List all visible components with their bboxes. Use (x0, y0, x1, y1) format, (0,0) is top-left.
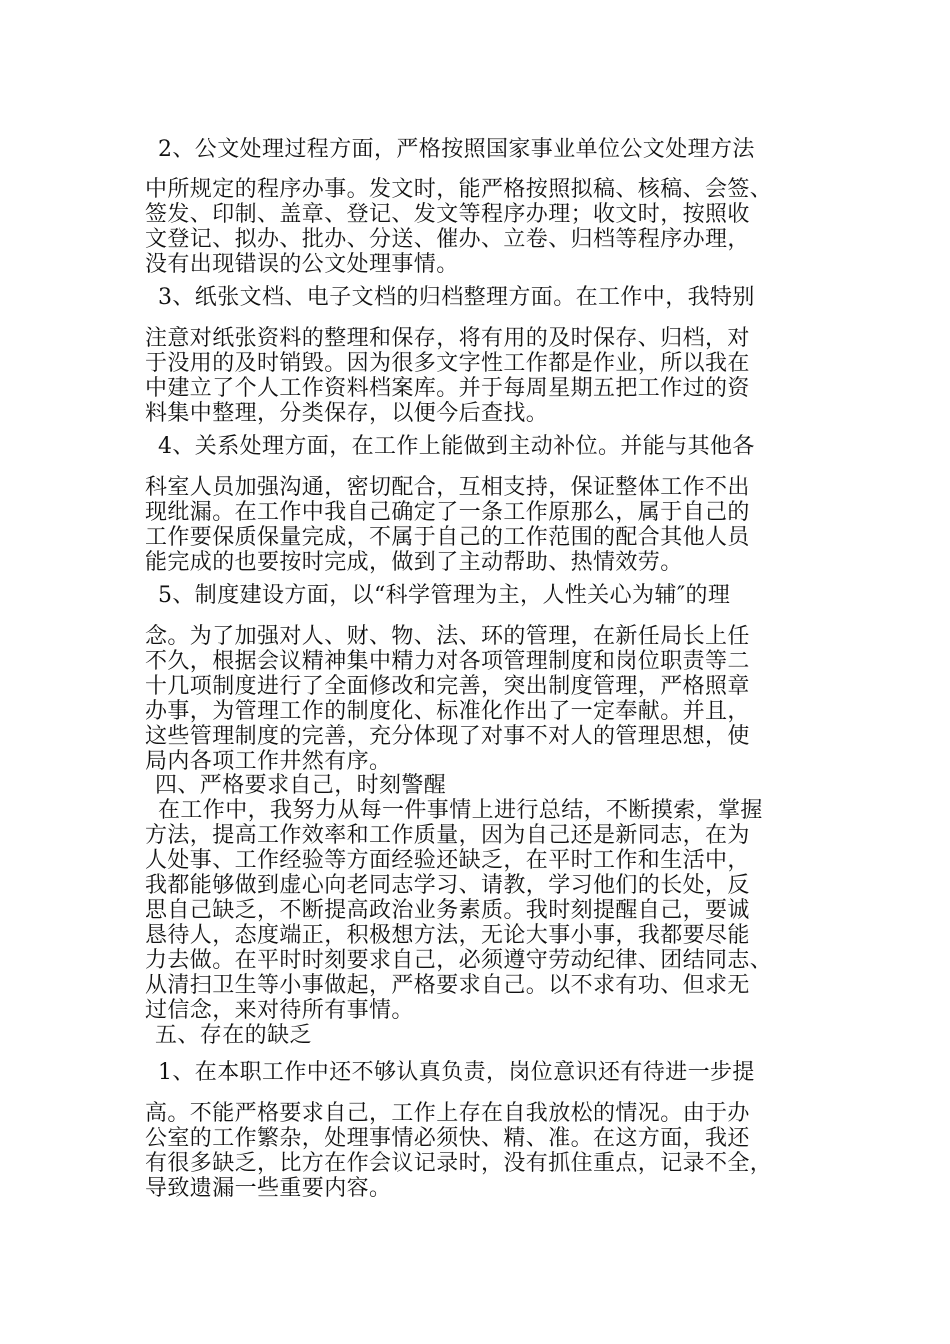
paragraph-2-line-5: 料集中整理，分类保存，以便今后查找。 (145, 401, 549, 426)
paragraph-1-line-1: 2、公文处理过程方面，严格按照国家事业单位公文处理方法 (158, 137, 755, 162)
paragraph-3-line-5: 能完成的也要按时完成，做到了主动帮助、热情效劳。 (145, 550, 683, 575)
paragraph-1-line-3: 签发、印制、盖章、登记、发文等程序办理；收文时，按照收 (145, 202, 750, 227)
paragraph-5-line-7: 力去做。在平时时刻要求自己，必须遵守劳动纪律、团结同志、 (145, 948, 773, 973)
paragraph-4-line-7: 局内各项工作井然有序。 (145, 749, 392, 774)
paragraph-2-line-2: 注意对纸张资料的整理和保存，将有用的及时保存、归档，对 (145, 326, 750, 351)
paragraph-5-line-4: 我都能够做到虚心向老同志学习、请教，学习他们的长处，反 (145, 873, 750, 898)
paragraph-5-line-1: 在工作中，我努力从每一件事情上进行总结，不断摸索，掌握 (158, 798, 763, 823)
paragraph-1-line-2: 中所规定的程序办事。发文时，能严格按照拟稿、核稿、会签、 (145, 177, 773, 202)
section-heading-5: 五、存在的缺乏 (155, 1023, 312, 1048)
paragraph-3-line-2: 科室人员加强沟通，密切配合，互相支持，保证整体工作不出 (145, 475, 750, 500)
paragraph-3-line-3: 现纰漏。在工作中我自己确定了一条工作原那么，属于自己的 (145, 500, 750, 525)
paragraph-3-line-4: 工作要保质保量完成，不属于自己的工作范围的配合其他人员 (145, 525, 750, 550)
paragraph-2-line-1: 3、纸张文档、电子文档的归档整理方面。在工作中，我特别 (158, 285, 755, 310)
paragraph-1-line-5: 没有出现错误的公文处理事情。 (145, 252, 459, 277)
paragraph-2-line-4: 中建立了个人工作资料档案库。并于每周星期五把工作过的资 (145, 376, 750, 401)
paragraph-6-line-5: 导致遗漏一些重要内容。 (145, 1176, 392, 1201)
paragraph-6-line-2: 高。不能严格要求自己，工作上存在自我放松的情况。由于办 (145, 1101, 750, 1126)
paragraph-5-line-2: 方法，提高工作效率和工作质量，因为自己还是新同志，在为 (145, 823, 750, 848)
paragraph-6-line-1: 1、在本职工作中还不够认真负责，岗位意识还有待进一步提 (158, 1060, 755, 1085)
paragraph-3-line-1: 4、关系处理方面，在工作上能做到主动补位。并能与其他各 (158, 434, 755, 459)
paragraph-6-line-4: 有很多缺乏，比方在作会议记录时，没有抓住重点，记录不全， (145, 1151, 773, 1176)
paragraph-4-line-5: 办事，为管理工作的制度化、标准化作出了一定奉献。并且， (145, 699, 750, 724)
paragraph-4-line-3: 不久，根据会议精神集中精力对各项管理制度和岗位职责等二 (145, 649, 750, 674)
paragraph-6-line-3: 公室的工作繁杂，处理事情必须快、精、准。在这方面，我还 (145, 1126, 750, 1151)
paragraph-4-line-1: 5、制度建设方面，以“科学管理为主，人性关心为辅″的理 (158, 583, 731, 608)
paragraph-5-line-6: 恳待人，态度端正，积极想方法，无论大事小事，我都要尽能 (145, 923, 750, 948)
paragraph-2-line-3: 于没用的及时销毁。因为很多文字性工作都是作业，所以我在 (145, 351, 750, 376)
paragraph-5-line-8: 从清扫卫生等小事做起，严格要求自己。以不求有功、但求无 (145, 973, 750, 998)
paragraph-4-line-4: 十几项制度进行了全面修改和完善，突出制度管理，严格照章 (145, 674, 750, 699)
paragraph-5-line-9: 过信念，来对待所有事情。 (145, 998, 414, 1023)
section-heading-4: 四、严格要求自己，时刻警醒 (155, 773, 447, 798)
paragraph-4-line-6: 这些管理制度的完善，充分体现了对事不对人的管理思想，使 (145, 724, 750, 749)
paragraph-5-line-3: 人处事、工作经验等方面经验还缺乏，在平时工作和生活中， (145, 848, 750, 873)
paragraph-1-line-4: 文登记、拟办、批办、分送、催办、立卷、归档等程序办理， (145, 227, 750, 252)
paragraph-4-line-2: 念。为了加强对人、财、物、法、环的管理，在新任局长上任 (145, 624, 750, 649)
paragraph-5-line-5: 思自己缺乏，不断提高政治业务素质。我时刻提醒自己，要诚 (145, 898, 750, 923)
